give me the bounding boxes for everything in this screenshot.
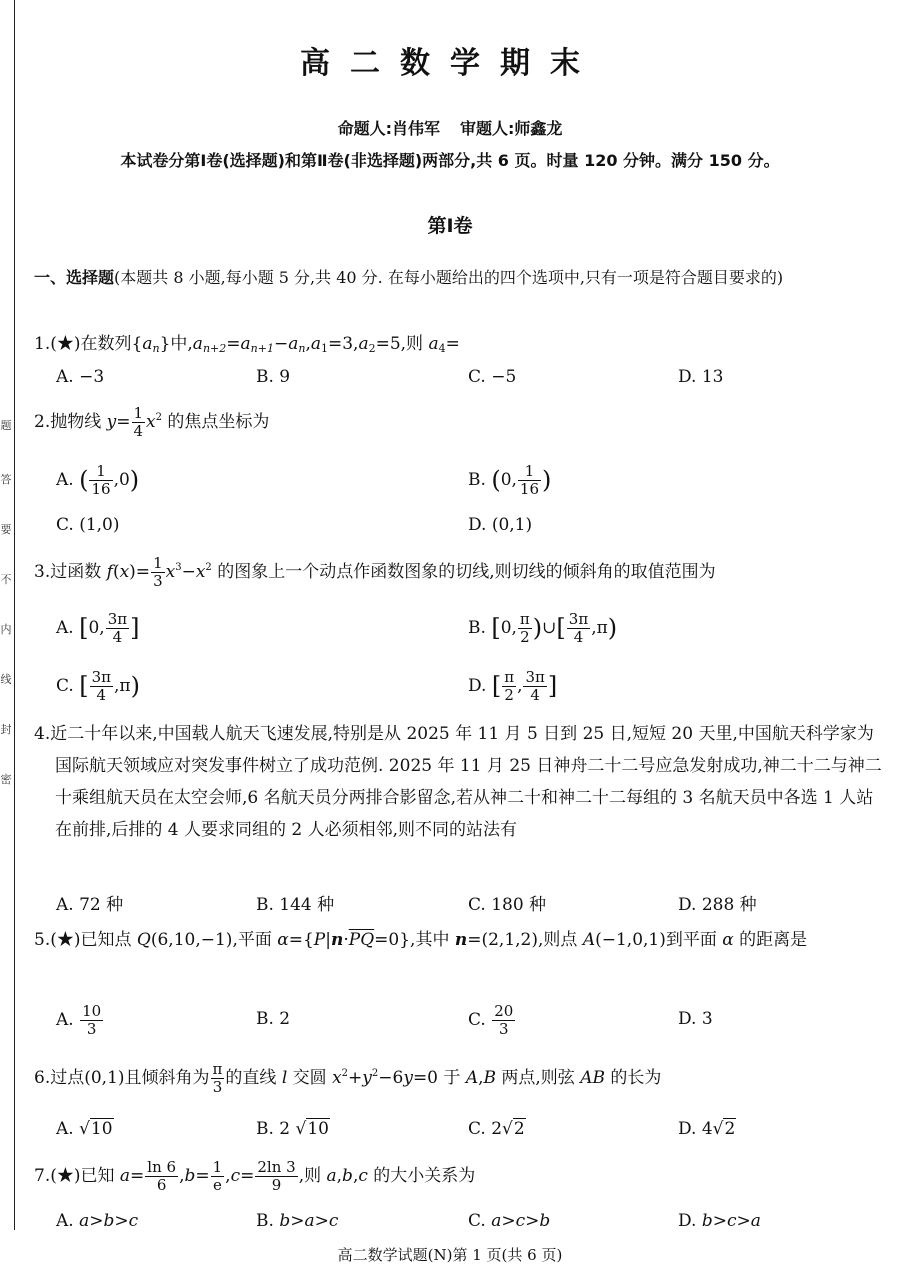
question-5-options — [56, 1002, 890, 1038]
option-b[interactable]: B. b>a>c — [256, 1211, 339, 1231]
option-b[interactable]: B. 2 √10 — [256, 1119, 329, 1139]
section-title: 一、选择题 — [34, 268, 115, 287]
option-a[interactable]: A. a>b>c — [56, 1211, 139, 1231]
option-a[interactable]: A. $\frac{10}{3}$ — [56, 1002, 102, 1038]
seal-char: 线 — [0, 673, 12, 686]
question-2: 2.抛物线 y= $\frac{1}{4}$ $x^2$ 的焦点坐标为 — [34, 404, 270, 440]
question-1-options — [56, 362, 890, 392]
reviewer-label: 审题人:师鑫龙 — [460, 119, 563, 138]
margin-binding-line — [14, 0, 15, 1230]
option-c[interactable]: C. 2√2 — [468, 1119, 525, 1139]
option-c[interactable]: C. 180 种 — [468, 895, 547, 915]
seal-char: 不 — [0, 573, 12, 586]
option-c[interactable]: C. [ $\frac{3\pi}{4}$ ,π) — [56, 668, 140, 704]
question-7-options — [56, 1206, 890, 1236]
question-6: 6.过点(0,1)且倾斜角为 $\frac{\pi}{3}$ 的直线 l 交圆 $x^2+y^2-6y=0$ 于 A,B 两点,则弦 AB 的长为 — [34, 1060, 662, 1096]
option-b[interactable]: B. [0, $\frac{\pi}{2}$ )∪[ $\frac{3\pi}{4}$ ,π) — [468, 610, 618, 646]
star-mark: (★) — [50, 334, 81, 354]
setter-label: 命题人:肖伟军 — [337, 119, 440, 138]
exam-authors — [0, 116, 900, 139]
question-4 — [34, 718, 890, 846]
option-d[interactable]: D. 3 — [678, 1009, 713, 1029]
question-number: 1. — [34, 334, 51, 354]
option-a[interactable]: A. 72 种 — [56, 895, 124, 915]
seal-char: 内 — [0, 623, 12, 636]
seal-char: 密 — [0, 773, 12, 786]
option-d[interactable]: D. 288 种 — [678, 895, 757, 915]
option-d[interactable]: D. [ $\frac{\pi}{2}$ , $\frac{3\pi}{4}$ ] — [468, 668, 558, 704]
question-number: 3. — [34, 562, 51, 582]
option-a[interactable]: A. −3 — [56, 367, 105, 387]
option-c[interactable]: C. $\frac{20}{3}$ — [468, 1002, 514, 1038]
question-5: 5.(★)已知点 Q(6,10,−1),平面 $\alpha=\{P|n\cdot\overline{PQ}=0\}$,其中 n=(2,1,2),则点 A(−1,0,1)到平面 α 的距离是 — [34, 930, 808, 950]
question-number: 5. — [34, 930, 51, 950]
question-6-options — [56, 1114, 890, 1144]
section-desc: (本题共 8 小题,每小题 5 分,共 40 分. 在每小题给出的四个选项中,只有一项是符合题目要求的) — [114, 268, 784, 287]
question-number: 4. — [34, 724, 51, 744]
question-number: 2. — [34, 412, 51, 432]
question-3-options-row2 — [56, 668, 890, 704]
star-mark: (★) — [50, 930, 81, 950]
page-footer: 高二数学试题(N)第 1 页(共 6 页) — [337, 1246, 563, 1264]
seal-char: 封 — [0, 723, 12, 736]
option-c[interactable]: C. a>c>b — [468, 1211, 551, 1231]
volume-title: 第Ⅰ卷 — [427, 215, 473, 237]
option-c[interactable]: C. (1,0) — [56, 515, 120, 535]
question-3-options — [56, 610, 890, 646]
option-d[interactable]: D. 13 — [678, 367, 724, 387]
option-a[interactable]: A. √10 — [56, 1119, 113, 1139]
option-d[interactable]: D. (0,1) — [468, 515, 533, 535]
star-mark: (★) — [50, 1166, 81, 1186]
question-3: 3.过函数 f(x)= $\frac{1}{3}$ $x^3-x^2$ 的图象上一个动点作函数图象的切线,则切线的倾斜角的取值范围为 — [34, 554, 716, 590]
option-d[interactable]: D. 4√2 — [678, 1119, 736, 1139]
option-a[interactable]: A. ( $\frac{1}{16}$ ,0) — [56, 462, 140, 498]
seal-char: 题 — [0, 419, 12, 432]
option-b[interactable]: B. (0, $\frac{1}{16}$ ) — [468, 462, 552, 498]
question-number: 7. — [34, 1166, 51, 1186]
question-2-options — [56, 462, 890, 498]
option-a[interactable]: A. [0, $\frac{3\pi}{4}$ ] — [56, 610, 140, 646]
question-2-options-row2 — [56, 510, 890, 540]
exam-title: 高二数学期末 — [300, 46, 600, 81]
seal-char: 答 — [0, 473, 12, 486]
seal-char: 要 — [0, 523, 12, 536]
option-c[interactable]: C. −5 — [468, 367, 517, 387]
question-7: 7.(★)已知 a= $\frac{\ln 6}{6}$ ,b= $\frac{1}{e}$ ,c= $\frac{2\ln 3}{9}$ ,则 a,b,c 的大小关系为 — [34, 1158, 476, 1194]
option-b[interactable]: B. 9 — [256, 367, 291, 387]
question-4-options — [56, 890, 890, 920]
question-number: 6. — [34, 1068, 51, 1088]
option-b[interactable]: B. 2 — [256, 1009, 291, 1029]
option-b[interactable]: B. 144 种 — [256, 895, 335, 915]
question-1: 1.(★)在数列$\{a_n\}$中$,a_{n+2}=a_{n+1}-a_n,a_1=3,a_2=5$,则 $a_4=$ — [34, 334, 460, 355]
section-heading — [34, 262, 890, 294]
exam-intro: 本试卷分第Ⅰ卷(选择题)和第Ⅱ卷(非选择题)两部分,共 6 页。时量 120 分钟。满分 150 分。 — [120, 151, 780, 170]
question-text: 近二十年以来,中国载人航天飞速发展,特别是从 2025 年 11 月 5 日到 25 日,短短 20 天里,中国航天科学家为国际航天领域应对突发事件树立了成功范例. 2025 年 11 月 25 日神舟二十二号应急发射成功,神二十二与神二十乘组航天员在太空会师,6 名航天员分两排合影留念,若从神二十和神二十二每组的 3 名航天员中各选 1 人站在前排,后排的 4 人要求同组的 2 人必须相邻,则不同的站法有 — [50, 724, 882, 840]
option-d[interactable]: D. b>c>a — [678, 1211, 761, 1231]
